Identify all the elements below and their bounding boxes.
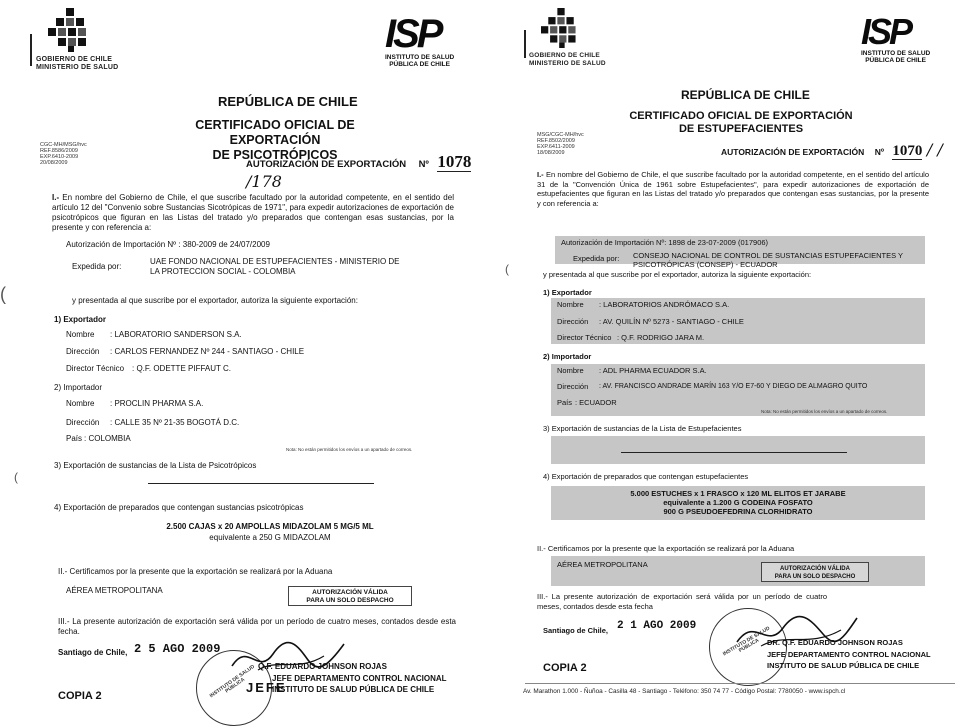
export-authorization: AUTORIZACIÓN DE EXPORTACIÓN Nº 1070 / / (721, 140, 943, 159)
import-authorization: Autorización de Importación Nº : 380-2009 de 24/07/2009 (66, 240, 270, 249)
signatory-title: JEFE DEPARTAMENTO CONTROL NACIONAL (272, 674, 447, 683)
republic-heading: REPÚBLICA DE CHILE (681, 88, 810, 102)
section-3-blank-line (621, 452, 847, 453)
importer-country: : ECUADOR (575, 398, 617, 407)
isp-logo: ISP INSTITUTO DE SALUD PÚBLICA DE CHILE (861, 11, 931, 64)
authorization-number: 1078 (437, 152, 472, 171)
logo-bar (524, 30, 526, 58)
exporter-director-label: Director Técnico (66, 364, 125, 373)
exporter-director: : Q.F. ODETTE PIFFAUT C. (132, 364, 231, 373)
gobierno-logo-icon (48, 8, 92, 52)
importer-country-label: País (557, 398, 573, 407)
customs-statement: II.- Certificamos por la presente que la exportación se realizará por la Aduana (537, 544, 795, 553)
issued-by-value: CONSEJO NACIONAL DE CONTROL DE SUSTANCIAS ESTUPEFACIENTES Y PSICOTRÓPICAS (CONSEP) - ECUADOR (633, 251, 903, 269)
exporter-address-label: Dirección (557, 317, 589, 326)
exporter-address-label: Dirección (66, 347, 100, 356)
valid-authorization-box: AUTORIZACIÓN VÁLIDA PARA UN SOLO DESPACHO (761, 562, 869, 582)
copy-label: COPIA 2 (58, 690, 102, 702)
handwritten-mark: / / (926, 140, 943, 159)
place-label: Santiago de Chile, (543, 626, 609, 635)
section-3-blank-line (148, 483, 374, 484)
reference-codes: MSG/CGC-MH/hvc REF.8502/2009 EXP.6411-2009 18/08/2009 (537, 132, 584, 156)
exporter-director-label: Director Técnico (557, 333, 612, 342)
gobierno-logo-text: GOBIERNO DE CHILE MINISTERIO DE SALUD (36, 56, 119, 71)
section-4-title: 4) Exportación de preparados que contengan sustancias psicotrópicas (54, 503, 304, 512)
mail-note: Nota: No están permitidos los envíos a un apartado de correos. (286, 447, 413, 452)
punch-hole-mark: ( (0, 284, 6, 304)
section-4-title: 4) Exportación de preparados que contengan estupefacientes (543, 472, 749, 481)
republic-heading: REPÚBLICA DE CHILE (218, 94, 358, 109)
footer-rule (525, 683, 955, 684)
importer-title: 2) Importador (54, 383, 103, 392)
section-3-title: 3) Exportación de sustancias de la Lista de Estupefacientes (543, 424, 742, 433)
exporter-title: 1) Exportador (54, 315, 107, 324)
import-authorization: Autorización de Importación Nº: 1898 de 23-07-2009 (017906) (561, 238, 769, 247)
footer-address: Av. Marathon 1.000 - Ñuñoa - Casilla 48 - Santiago - Teléfono: 350 74 77 - Código Postal: 7780050 - www.ispch.cl (523, 688, 846, 695)
exporter-director: : Q.F. RODRIGO JARA M. (617, 333, 705, 342)
authorization-number: 1070 (892, 143, 923, 159)
importer-address: : AV. FRANCISCO ANDRADE MARÍN 163 Y/O E7-60 Y DIEGO DE ALMAGRO QUITO (599, 383, 868, 390)
copy-label: COPIA 2 (543, 662, 587, 674)
issued-by-value: UAE FONDO NACIONAL DE ESTUPEFACIENTES - MINISTERIO DE LA PROTECCION SOCIAL - COLOMBIA (150, 257, 400, 276)
certificate-estupefacientes (503, 0, 960, 720)
importer-name-label: Nombre (557, 366, 584, 375)
intro-paragraph: I.- En nombre del Gobierno de Chile, el que suscribe facultado por la autoridad competente, en el sentido del artículo 31 de la "Convención Única de 1961 sobre Estupefacientes", para expedir autorizaciones de exportación de estupefacientes que figuran en las Listas del tratado y/o preparados que contengan esas sustancias, por la presente y con referencia a: (537, 170, 929, 208)
importer-name-label: Nombre (66, 399, 95, 408)
issued-by-label: Expedida por: (72, 262, 122, 271)
date-stamp: 2 5 AGO 2009 (134, 642, 221, 656)
exporter-name: : LABORATORIOS ANDRÓMACO S.A. (599, 300, 730, 309)
preparation-line-1: 5.000 ESTUCHES x 1 FRASCO x 120 ML ELITOS ET JARABE (630, 489, 846, 498)
punch-hole-mark: ( (14, 470, 18, 484)
validity-statement: III.- La presente autorización de exportación será válida por un período de cuatro meses, contados desde esta fecha. (58, 617, 456, 636)
importer-title: 2) Importador (543, 352, 592, 361)
preparation-line-1: 2.500 CAJAS x 20 AMPOLLAS MIDAZOLAM 5 MG/5 ML (166, 522, 374, 531)
preparation-line-3: 900 G PSEUDOEFEDRINA CLORHIDRATO (663, 507, 813, 516)
gobierno-logo-icon (541, 8, 581, 48)
signatory-institution: INSTITUTO DE SALUD PÚBLICA DE CHILE (272, 685, 435, 694)
valid-authorization-box: AUTORIZACIÓN VÁLIDA PARA UN SOLO DESPACHO (288, 586, 412, 606)
exporter-address: : CARLOS FERNANDEZ Nº 244 - SANTIAGO - CHILE (110, 347, 305, 356)
gobierno-logo-text: GOBIERNO DE CHILE MINISTERIO DE SALUD (529, 52, 606, 67)
seal-jefe-text: JEFE (246, 680, 287, 695)
intro-paragraph: I.- En nombre del Gobierno de Chile, el que suscribe facultado por la autoridad competente, en el sentido del artículo 12 del "Convenio sobre Sustancias Sicotrópicas de 1971", para expedir autorizaciones de exportación de psicotrópicos que figuran en las Listas del tratado y/o preparados que contengan esas sustancias, por la presente y con referencia a: (52, 193, 454, 232)
certificate-title: CERTIFICADO OFICIAL DE EXPORTACIÓN DE ESTUPEFACIENTES (629, 110, 853, 135)
preparation-line-2: equivalente a 1.200 G CODEINA FOSFATO (663, 498, 813, 507)
exporter-name: : LABORATORIO SANDERSON S.A. (110, 330, 242, 339)
signatory-institution: INSTITUTO DE SALUD PÚBLICA DE CHILE (767, 661, 920, 670)
logo-bar (30, 34, 32, 66)
importer-country-label: País (66, 434, 83, 443)
exporter-name-label: Nombre (66, 330, 95, 339)
validity-statement: III.- La presente autorización de exportación será válida por un período de cuatro meses, contados desde esta fecha (537, 592, 827, 611)
customs-statement: II.- Certificamos por la presente que la exportación se realizará por la Aduana (58, 567, 333, 576)
presented-text: y presentada al que suscribe por el exportador, autoriza la siguiente exportación: (72, 296, 358, 305)
official-seal: INSTITUTO DE SALUD PÚBLICA (709, 608, 787, 686)
customs-value: AÉREA METROPOLITANA (557, 560, 648, 569)
signatory-name: Q.F. EDUARDO JOHNSON ROJAS (258, 662, 387, 671)
importer-name: : PROCLIN PHARMA S.A. (110, 399, 204, 408)
importer-country: : COLOMBIA (84, 434, 131, 443)
export-authorization: AUTORIZACIÓN DE EXPORTACIÓN Nº 1078 /178 (246, 152, 472, 191)
preparation-line-2: equivalente a 250 G MIDAZOLAM (209, 533, 331, 542)
official-seal: INSTITUTO DE SALUD PÚBLICA (196, 650, 272, 726)
reference-codes: CGC-MH/MSG/hvc REF.8586/2009 EXP.6410-2009 20/08/2009 (40, 142, 87, 166)
issued-by-label: Expedida por: (573, 254, 620, 263)
exporter-title: 1) Exportador (543, 288, 592, 297)
customs-value: AÉREA METROPOLITANA (66, 586, 163, 595)
isp-logo: ISP INSTITUTO DE SALUD PÚBLICA DE CHILE (385, 12, 455, 68)
section-3-panel (551, 436, 925, 464)
importer-address-label: Dirección (66, 418, 100, 427)
signatory-name: DR. Q.F. EDUARDO JOHNSON ROJAS (767, 638, 903, 647)
importer-address: : CALLE 35 Nº 21-35 BOGOTÁ D.C. (110, 418, 240, 427)
place-label: Santiago de Chile, (58, 648, 128, 657)
importer-address-label: Dirección (557, 382, 589, 391)
punch-hole-mark: ( (505, 262, 509, 276)
mail-note: Nota: No están permitidos los envíos a un apartado de correos. (761, 409, 888, 414)
certificate-title: CERTIFICADO OFICIAL DE EXPORTACIÓN DE PSICOTRÓPICOS (195, 118, 355, 162)
exporter-address: : AV. QUILÍN Nº 5273 - SANTIAGO - CHILE (599, 317, 744, 326)
exporter-name-label: Nombre (557, 300, 584, 309)
handwritten-mark: /178 (246, 172, 282, 191)
signatory-title: JEFE DEPARTAMENTO CONTROL NACIONAL (767, 650, 931, 659)
date-stamp: 2 1 AGO 2009 (617, 620, 697, 632)
importer-name: : ADL PHARMA ECUADOR S.A. (599, 366, 707, 375)
presented-text: y presentada al que suscribe por el exportador, autoriza la siguiente exportación: (543, 270, 812, 279)
section-3-title: 3) Exportación de sustancias de la Lista de Psicotrópicos (54, 461, 257, 470)
